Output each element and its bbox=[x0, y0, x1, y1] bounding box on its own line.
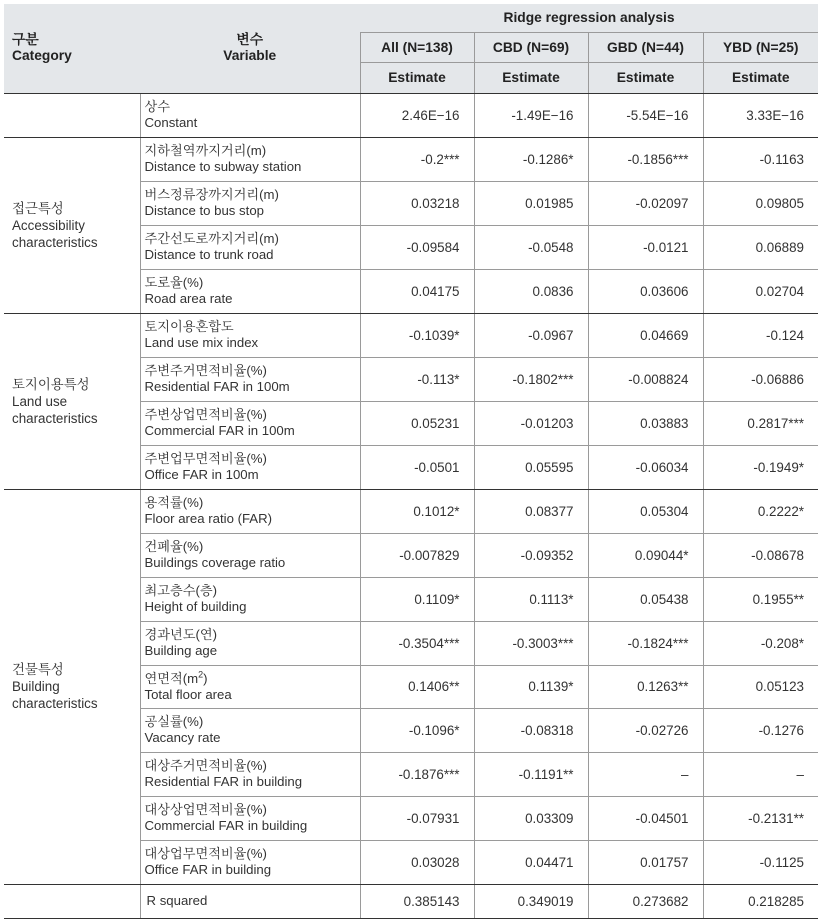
variable-header-ko: 변수 bbox=[236, 32, 264, 48]
variable-en: Buildings coverage ratio bbox=[144, 555, 286, 570]
estimate-cell: 0.01985 bbox=[474, 181, 588, 225]
category-ko: 건물특성 bbox=[12, 662, 64, 677]
estimate-cell: 0.1263** bbox=[588, 665, 703, 708]
variable-en: Vacancy rate bbox=[144, 730, 221, 745]
table-row bbox=[4, 489, 818, 533]
estimate-cell: – bbox=[588, 752, 703, 796]
estimate-cell: -0.04501 bbox=[588, 796, 703, 840]
estimate-cell: -0.124 bbox=[703, 313, 818, 357]
estimate-cell: 0.2817*** bbox=[703, 401, 818, 445]
estimate-header: Estimate bbox=[703, 62, 818, 93]
variable-en: Distance to bus stop bbox=[144, 203, 264, 218]
estimate-cell: -0.1949* bbox=[703, 445, 818, 489]
category-en: Building characteristics bbox=[12, 679, 98, 711]
estimate-cell: 0.05123 bbox=[703, 665, 818, 708]
variable-cell bbox=[140, 796, 360, 840]
variable-ko: 경과년도(연) bbox=[144, 627, 217, 642]
estimate-cell: -5.54E−16 bbox=[588, 93, 703, 137]
variable-ko: 용적률(%) bbox=[144, 495, 204, 510]
variable-cell bbox=[140, 752, 360, 796]
estimate-cell: -0.1276 bbox=[703, 708, 818, 752]
variable-ko: 상수 bbox=[144, 99, 170, 114]
estimate-cell: 0.05231 bbox=[360, 401, 474, 445]
variable-ko: 주변상업면적비율(%) bbox=[144, 407, 267, 422]
category-en: Land use characteristics bbox=[12, 393, 98, 426]
variable-cell bbox=[140, 621, 360, 665]
variable-cell bbox=[140, 708, 360, 752]
estimate-cell: -0.0501 bbox=[360, 445, 474, 489]
table-row bbox=[4, 137, 818, 181]
estimate-cell: 0.05595 bbox=[474, 445, 588, 489]
category-ko: 토지이용특성 bbox=[12, 376, 90, 392]
estimate-cell: 0.09805 bbox=[703, 181, 818, 225]
variable-header-en: Variable bbox=[223, 48, 277, 64]
variable-ko: 도로율(%) bbox=[144, 275, 204, 290]
estimate-cell: -0.1802*** bbox=[474, 357, 588, 401]
variable-ko: 주간선도로까지거리(m) bbox=[144, 231, 279, 246]
category-ko: 접근특성 bbox=[12, 200, 64, 216]
estimate-cell: -0.2131** bbox=[703, 796, 818, 840]
estimate-cell: -0.3003*** bbox=[474, 621, 588, 665]
estimate-cell: -0.01203 bbox=[474, 401, 588, 445]
estimate-cell: 0.05438 bbox=[588, 577, 703, 621]
variable-header bbox=[140, 4, 360, 93]
variable-cell bbox=[140, 313, 360, 357]
variable-en: Office FAR in building bbox=[144, 862, 272, 877]
estimate-cell: -0.06886 bbox=[703, 357, 818, 401]
variable-ko-close: ) bbox=[203, 670, 208, 686]
estimate-cell: 0.1955** bbox=[703, 577, 818, 621]
r-squared-label: R squared bbox=[140, 884, 360, 918]
estimate-header: Estimate bbox=[474, 62, 588, 93]
estimate-cell: 0.03309 bbox=[474, 796, 588, 840]
variable-ko bbox=[145, 671, 356, 687]
estimate-cell: 0.03028 bbox=[360, 840, 474, 884]
estimate-cell: -0.07931 bbox=[360, 796, 474, 840]
estimate-cell: 0.0836 bbox=[474, 269, 588, 313]
variable-ko-text: 연면적(m bbox=[144, 670, 199, 686]
estimate-cell: -0.06034 bbox=[588, 445, 703, 489]
column-header-all: All (N=138) bbox=[360, 32, 474, 62]
variable-ko: 대상주거면적비율(%) bbox=[144, 758, 267, 773]
category-header-en: Category bbox=[12, 48, 72, 64]
variable-cell bbox=[140, 225, 360, 269]
estimate-cell: -0.1039* bbox=[360, 313, 474, 357]
variable-cell bbox=[140, 181, 360, 225]
r-squared-cell: 0.273682 bbox=[588, 884, 703, 918]
estimate-cell: 0.1109* bbox=[360, 577, 474, 621]
variable-en: Height of building bbox=[144, 599, 247, 614]
category-land-use bbox=[4, 313, 140, 489]
r-squared-cell: 0.218285 bbox=[703, 884, 818, 918]
r-squared-cell: 0.385143 bbox=[360, 884, 474, 918]
estimate-cell: -0.3504*** bbox=[360, 621, 474, 665]
estimate-cell: – bbox=[703, 752, 818, 796]
variable-ko: 주변주거면적비율(%) bbox=[144, 363, 267, 378]
estimate-cell: -0.008824 bbox=[588, 357, 703, 401]
estimate-cell: -1.49E−16 bbox=[474, 93, 588, 137]
estimate-cell: -0.1856*** bbox=[588, 137, 703, 181]
estimate-cell: -0.1096* bbox=[360, 708, 474, 752]
estimate-cell: 0.1113* bbox=[474, 577, 588, 621]
estimate-cell: -0.208* bbox=[703, 621, 818, 665]
variable-en: Commercial FAR in building bbox=[144, 818, 308, 833]
estimate-cell: -0.0967 bbox=[474, 313, 588, 357]
variable-cell bbox=[140, 665, 360, 708]
estimate-cell: -0.02726 bbox=[588, 708, 703, 752]
variable-cell bbox=[140, 401, 360, 445]
estimate-cell: -0.1191** bbox=[474, 752, 588, 796]
variable-ko: 대상업무면적비율(%) bbox=[144, 846, 267, 861]
variable-en: Commercial FAR in 100m bbox=[144, 423, 295, 438]
estimate-cell: -0.08318 bbox=[474, 708, 588, 752]
variable-ko: 버스정류장까지거리(m) bbox=[144, 187, 279, 202]
estimate-cell: 0.04175 bbox=[360, 269, 474, 313]
variable-cell bbox=[140, 489, 360, 533]
regression-table bbox=[4, 4, 818, 919]
estimate-cell: 0.04669 bbox=[588, 313, 703, 357]
estimate-cell: -0.007829 bbox=[360, 533, 474, 577]
estimate-cell: 0.08377 bbox=[474, 489, 588, 533]
variable-en: Constant bbox=[144, 115, 198, 130]
estimate-cell: -0.02097 bbox=[588, 181, 703, 225]
category-en: Accessibility characteristics bbox=[12, 217, 98, 250]
estimate-cell: 0.02704 bbox=[703, 269, 818, 313]
column-header-ybd: YBD (N=25) bbox=[703, 32, 818, 62]
estimate-cell: 0.1012* bbox=[360, 489, 474, 533]
column-header-cbd: CBD (N=69) bbox=[474, 32, 588, 62]
variable-ko: 대상상업면적비율(%) bbox=[144, 802, 267, 817]
variable-cell bbox=[140, 269, 360, 313]
variable-en: Office FAR in 100m bbox=[144, 467, 259, 482]
estimate-cell: -0.08678 bbox=[703, 533, 818, 577]
estimate-cell: 3.33E−16 bbox=[703, 93, 818, 137]
estimate-cell: -0.2*** bbox=[360, 137, 474, 181]
variable-cell bbox=[140, 533, 360, 577]
estimate-cell: 0.09044* bbox=[588, 533, 703, 577]
variable-cell bbox=[140, 137, 360, 181]
variable-cell bbox=[140, 577, 360, 621]
variable-en: Total floor area bbox=[144, 686, 232, 702]
category-header bbox=[4, 4, 140, 93]
variable-cell bbox=[140, 357, 360, 401]
analysis-title: Ridge regression analysis bbox=[360, 4, 818, 32]
variable-en: Road area rate bbox=[144, 291, 233, 306]
variable-en: Residential FAR in 100m bbox=[144, 379, 290, 394]
estimate-cell: -0.09352 bbox=[474, 533, 588, 577]
estimate-cell: -0.0548 bbox=[474, 225, 588, 269]
category-accessibility bbox=[4, 137, 140, 313]
estimate-cell: -0.113* bbox=[360, 357, 474, 401]
variable-ko: 공실률(%) bbox=[144, 714, 204, 729]
estimate-cell: 0.03218 bbox=[360, 181, 474, 225]
r-squared-cell: 0.349019 bbox=[474, 884, 588, 918]
variable-en: Building age bbox=[144, 643, 218, 658]
variable-ko: 토지이용혼합도 bbox=[144, 319, 234, 334]
estimate-cell: -0.0121 bbox=[588, 225, 703, 269]
variable-ko: 주변업무면적비율(%) bbox=[144, 451, 267, 466]
estimate-cell: -0.1286* bbox=[474, 137, 588, 181]
estimate-cell: 2.46E−16 bbox=[360, 93, 474, 137]
category-cell bbox=[4, 884, 140, 918]
estimate-cell: 0.05304 bbox=[588, 489, 703, 533]
variable-ko: 건폐율(%) bbox=[144, 539, 204, 554]
estimate-cell: 0.1139* bbox=[474, 665, 588, 708]
estimate-header: Estimate bbox=[588, 62, 703, 93]
variable-en: Residential FAR in building bbox=[144, 774, 303, 789]
estimate-cell: 0.03883 bbox=[588, 401, 703, 445]
estimate-cell: 0.1406** bbox=[360, 665, 474, 708]
category-building bbox=[4, 489, 140, 884]
category-cell bbox=[4, 93, 140, 137]
variable-ko: 최고층수(층) bbox=[144, 583, 217, 598]
estimate-cell: -0.09584 bbox=[360, 225, 474, 269]
estimate-header: Estimate bbox=[360, 62, 474, 93]
estimate-cell: 0.06889 bbox=[703, 225, 818, 269]
table-row bbox=[4, 93, 818, 137]
r-squared-row bbox=[4, 884, 818, 918]
variable-cell bbox=[140, 93, 360, 137]
estimate-cell: -0.1163 bbox=[703, 137, 818, 181]
estimate-cell: -0.1125 bbox=[703, 840, 818, 884]
column-header-gbd: GBD (N=44) bbox=[588, 32, 703, 62]
estimate-cell: 0.03606 bbox=[588, 269, 703, 313]
variable-en: Distance to subway station bbox=[144, 159, 302, 174]
variable-en: Distance to trunk road bbox=[144, 247, 274, 262]
estimate-cell: 0.04471 bbox=[474, 840, 588, 884]
category-header-ko: 구분 bbox=[12, 32, 39, 48]
variable-en: Land use mix index bbox=[144, 335, 259, 350]
superscript: 2 bbox=[198, 669, 204, 680]
estimate-cell: -0.1876*** bbox=[360, 752, 474, 796]
variable-cell bbox=[140, 840, 360, 884]
variable-en: Floor area ratio (FAR) bbox=[144, 511, 273, 526]
estimate-cell: 0.01757 bbox=[588, 840, 703, 884]
estimate-cell: -0.1824*** bbox=[588, 621, 703, 665]
variable-cell bbox=[140, 445, 360, 489]
variable-ko: 지하철역까지거리(m) bbox=[144, 143, 267, 158]
table-row bbox=[4, 313, 818, 357]
estimate-cell: 0.2222* bbox=[703, 489, 818, 533]
